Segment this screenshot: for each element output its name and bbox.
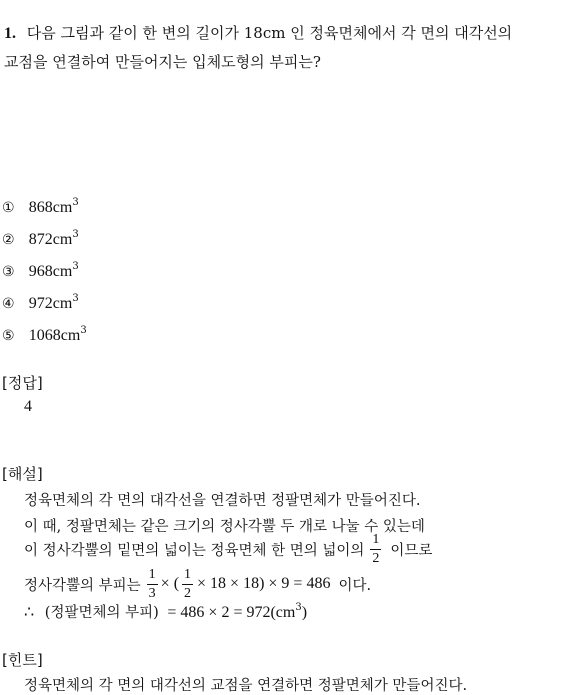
question-number: 1. [4,25,16,42]
hint-header: [힌트] [2,651,43,669]
fraction-denominator: 2 [184,585,192,601]
explanation-line-4-tail: 이다. [338,577,372,594]
choice-value: 1068cm [28,327,81,344]
conclusion-formula: = 486 × 2 = 972(cm [167,604,296,621]
explanation-line-3-tail: 이므로 [390,542,433,559]
choice-value: 868cm [28,199,73,216]
choice-marker: ③ [2,264,15,280]
question-text-1: 다음 그림과 같이 한 변의 길이가 18cm 인 정육면체에서 각 면의 대각선의 [26,24,513,42]
therefore-symbol: ∴ [24,604,35,621]
explanation-line-4-text: 정사각뿔의 부피는 [24,577,141,594]
answer-header: [정답] [2,374,43,392]
choice-value: 968cm [28,263,73,280]
fraction-third [147,568,158,601]
choice-exponent: 3 [72,229,79,240]
conclusion-label: (정팔면체의 부피) [44,605,159,621]
fraction-denominator: 3 [148,585,156,601]
choice-4[interactable] [2,294,79,313]
choice-3[interactable] [2,262,79,281]
choice-exponent: 3 [72,293,79,304]
answer-value: 4 [24,398,32,415]
explanation-line-5 [24,601,307,622]
choice-value: 972cm [28,295,73,312]
formula-part-2: × 18 × 18) × 9 = 486 [197,575,331,592]
choice-marker: ① [2,200,15,216]
hint-line-1: 정육면체의 각 면의 대각선의 교점을 연결하면 정팔면체가 만들어진다. [24,678,468,694]
choice-5[interactable] [2,326,87,345]
choice-exponent: 3 [80,325,87,336]
fraction-denominator: 2 [372,550,380,566]
choice-value: 872cm [28,231,73,248]
choice-marker: ② [2,232,15,248]
explanation-line-2: 이 때, 정팔면체는 같은 크기의 정사각뿔 두 개로 나눌 수 있는데 [24,519,425,535]
fraction-numerator: 1 [370,533,381,550]
choice-1[interactable] [2,198,79,217]
fraction-half [370,533,381,566]
choice-marker: ④ [2,296,15,312]
conclusion-close: ) [301,604,308,621]
fraction-numerator: 1 [182,568,193,585]
fraction-numerator: 1 [147,568,158,585]
explanation-line-3 [24,530,432,568]
choice-marker: ⑤ [2,328,15,344]
question-text-2: 교점을 연결하여 만들어지는 입체도형의 부피는? [4,53,321,71]
question-line-1 [4,22,512,43]
formula-part-1: × ( [160,575,180,592]
explanation-header: [해설] [2,465,43,483]
conclusion-exponent: 3 [295,602,302,613]
choice-2[interactable] [2,230,79,249]
choice-exponent: 3 [72,261,79,272]
explanation-line-1: 정육면체의 각 면의 대각선을 연결하면 정팔면체가 만들어진다. [24,493,421,509]
explanation-line-3-text: 이 정사각뿔의 밑면의 넓이는 정육면체 한 면의 넓이의 [24,542,365,559]
fraction-half [182,568,193,601]
explanation-line-4 [24,565,371,603]
choice-exponent: 3 [72,197,79,208]
